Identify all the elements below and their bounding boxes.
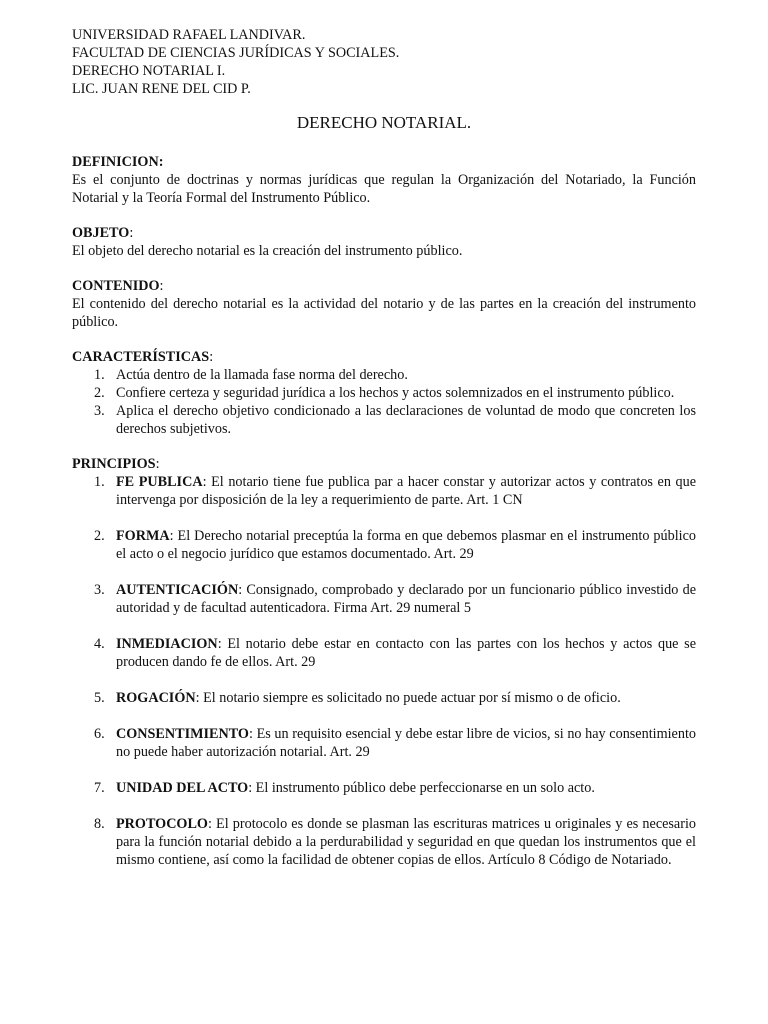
list-number: 2.	[94, 385, 105, 401]
section-caracteristicas	[72, 348, 696, 438]
list-item	[72, 779, 696, 797]
principle-name: CONSENTIMIENTO	[116, 726, 249, 742]
principle-name: ROGACIÓN	[116, 690, 196, 706]
list-item	[72, 581, 696, 617]
list-number: 3.	[94, 582, 105, 598]
section-paragraph: Es el conjunto de doctrinas y normas jurídicas que regulan la Organización del Notariado, la Función Notarial y la Teoría Formal del Instrumento Público.	[72, 172, 696, 206]
section-principios	[72, 455, 696, 869]
section-heading: CONTENIDO	[72, 278, 160, 294]
list-number: 1.	[94, 367, 105, 383]
section-paragraph: El contenido del derecho notarial es la actividad del notario y de las partes en la creación del instrumento público.	[72, 296, 696, 330]
document-page	[72, 26, 696, 886]
list-item	[72, 815, 696, 869]
heading-colon: :	[159, 278, 164, 294]
list-item	[72, 725, 696, 761]
section-definicion	[72, 153, 696, 207]
faculty-name: FACULTAD DE CIENCIAS JURÍDICAS Y SOCIALES.	[72, 45, 400, 61]
section-heading: PRINCIPIOS	[72, 456, 156, 472]
principle-name: INMEDIACION	[116, 636, 218, 652]
principle-name: UNIDAD DEL ACTO	[116, 780, 249, 796]
principle-text: : El protocolo es donde se plasman las escrituras matrices u originales y es necesario para la función notarial debido a la perdurabilidad y seguridad en que quedan los instrumentos que el mismo contiene, así como la facilidad de obtener copias de ellos. Artículo 8 Código de Notariado.	[116, 816, 696, 868]
list-item	[72, 473, 696, 509]
list-item	[72, 384, 696, 402]
principle-text: : El notario debe estar en contacto con las partes con los hechos y actos que se producen dando fe de ellos. Art. 29	[116, 636, 696, 670]
principle-text: : El instrumento público debe perfeccionarse en un solo acto.	[248, 780, 595, 796]
list-item	[72, 366, 696, 384]
section-heading: OBJETO	[72, 225, 130, 241]
list-number: 5.	[94, 690, 105, 706]
principle-text: : Consignado, comprobado y declarado por un funcionario público investido de autoridad y de facultad autenticadora. Firma Art. 29 numeral 5	[116, 582, 696, 616]
list-number: 4.	[94, 636, 105, 652]
heading-colon: :	[155, 456, 160, 472]
list-number: 8.	[94, 816, 105, 832]
section-paragraph: El objeto del derecho notarial es la creación del instrumento público.	[72, 243, 463, 259]
principle-name: FORMA	[116, 528, 170, 544]
list-item	[72, 527, 696, 563]
section-objeto	[72, 224, 696, 260]
principle-name: FE PUBLICA	[116, 474, 203, 490]
principle-text: : El Derecho notarial preceptúa la forma en que debemos plasmar en el instrumento público el acto o el negocio jurídico que estamos documentado. Art. 29	[116, 528, 696, 562]
list-item	[72, 689, 696, 707]
section-contenido	[72, 277, 696, 331]
course-name: DERECHO NOTARIAL I.	[72, 63, 226, 79]
list-item-text: Aplica el derecho objetivo condicionado a las declaraciones de voluntad de modo que concreten los derechos subjetivos.	[116, 403, 696, 437]
principle-text: : El notario siempre es solicitado no puede actuar por sí mismo o de oficio.	[195, 690, 621, 706]
list-number: 6.	[94, 726, 105, 742]
list-item-text: Confiere certeza y seguridad jurídica a los hechos y actos solemnizados en el instrumento público.	[116, 385, 675, 401]
principle-text: : Es un requisito esencial y debe estar libre de vicios, si no hay consentimiento no puede haber autorización notarial. Art. 29	[116, 726, 696, 760]
section-heading: CARACTERÍSTICAS	[72, 349, 210, 365]
principle-text: : El notario tiene fue publica par a hacer constar y autorizar actos y contratos en que intervenga por disposición de la ley a requerimiento de parte. Art. 1 CN	[116, 474, 696, 508]
characteristics-list	[72, 366, 696, 438]
heading-colon: :	[209, 349, 214, 365]
list-number: 7.	[94, 780, 105, 796]
section-heading: DEFINICION:	[72, 154, 164, 170]
heading-colon: :	[129, 225, 134, 241]
professor-name: LIC. JUAN RENE DEL CID P.	[72, 81, 251, 97]
list-item-text: Actúa dentro de la llamada fase norma del derecho.	[116, 367, 408, 383]
list-item	[72, 635, 696, 671]
principle-name: AUTENTICACIÓN	[116, 582, 239, 598]
principles-list	[72, 473, 696, 869]
document-header	[72, 26, 696, 98]
list-number: 1.	[94, 474, 105, 490]
list-item	[72, 402, 696, 438]
university-name: UNIVERSIDAD RAFAEL LANDIVAR.	[72, 27, 306, 43]
list-number: 2.	[94, 528, 105, 544]
principle-name: PROTOCOLO	[116, 816, 208, 832]
list-number: 3.	[94, 403, 105, 419]
document-title: DERECHO NOTARIAL.	[296, 113, 472, 132]
